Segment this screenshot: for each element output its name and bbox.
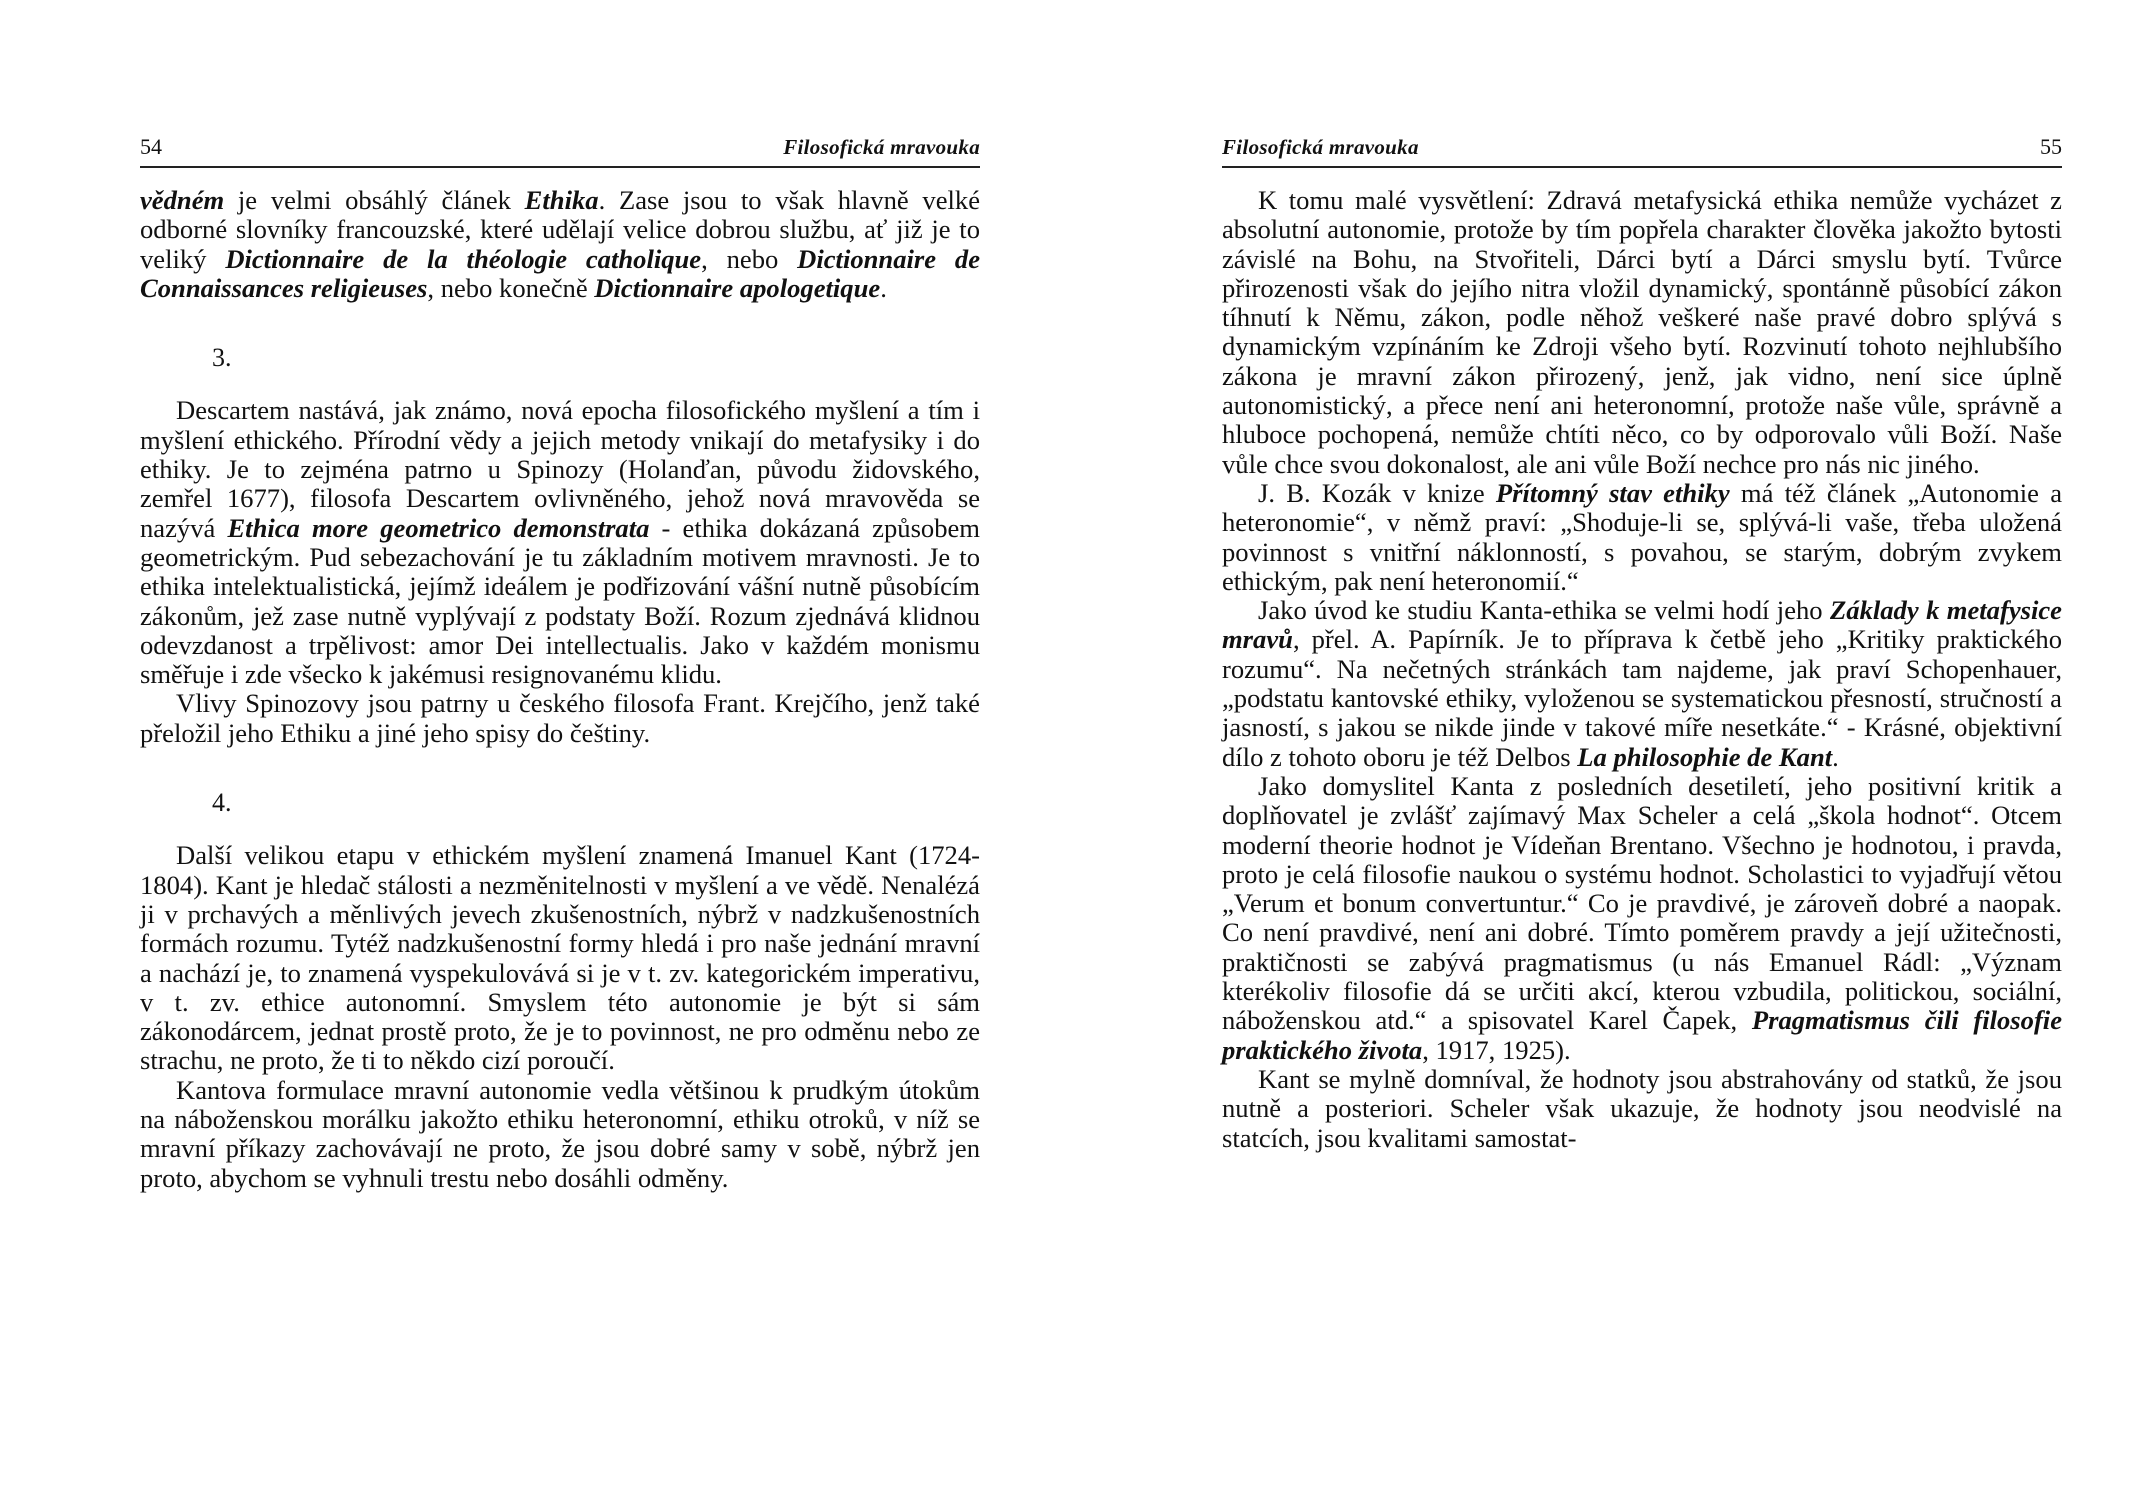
text-run: - ethika dokázaná způsobem geometrickým. Pud sebezachování je tu základním motivem mravnosti. Je to ethika intelektualistická, jejímž ideálem je podřizování vášní nutně působícím zákonům, jež zase nutně vyplývají z podstaty Boží. Rozum zjednává klidnou odevzdanost a trpělivost: amor Dei intellectualis. Jako v každém monismu směřuje i zde všecko k jakémusi resignovanému klidu. xyxy=(140,512,980,690)
paragraph xyxy=(1222,596,2062,772)
text-run: J. B. Kozák v knize xyxy=(1258,477,1496,508)
right-page-body xyxy=(1222,186,2062,1153)
italic-title: Dictionnaire apologetique xyxy=(594,272,881,303)
section-number: 4. xyxy=(212,788,232,818)
section-number: 3. xyxy=(212,343,232,373)
paragraph xyxy=(1222,772,2062,1065)
text-run: . xyxy=(880,272,887,303)
text-run: je velmi obsáhlý článek xyxy=(224,185,525,215)
text-run: , přel. A. Papírník. Je to příprava k četbě jeho „Kritiky praktického rozumu“. Na nečetných stránkách tam najdeme, jak praví Schopenhauer, „podstatu kantovské ethiky, vyloženou se systematickou přesností, stručností a jasností, s jakou se nikde jinde v takové míře nesetkáte.“ - Krásné, objektivní dílo z tohoto oboru je též Delbos xyxy=(1222,624,2062,772)
right-page-header xyxy=(1222,126,2062,168)
paragraph: Další velikou etapu v ethickém myšlení znamená Imanuel Kant (1724-1804). Kant je hledač stálosti a nezměnitelnosti v myšlení a ve vědě. Nenalézá ji v prchavých a měnlivých jevech zkušenostních, nýbrž v nadzkušenostních formách rozumu. Tytéž nadzkušenostní formy hledá i pro naše jednání mravní a nachází je, to znamená vyspekulovává si je v t. zv. kategorickém imperativu, v t. zv. ethice autonomní. Smyslem této autonomie je být si sám zákonodárcem, jednat prostě proto, že je to povinnost, ne pro odměnu nebo ze strachu, ne proto, že ti to někdo cizí poroučí. xyxy=(140,840,980,1076)
paragraph: K tomu malé vysvětlení: Zdravá metafysická ethika nemůže vycházet z absolutní autonomie, protože by tím popřela charakter člověka jakožto bytosti závislé na Bohu, na Stvořiteli, Dárci bytí a Dárci smyslu bytí. Tvůrce přirozenosti však do jejího nitra vložil dynamický, spontánně působící zákon tíhnutí k Němu, zákon, podle něhož veškeré naše pravé dobro splývá s dynamickým vzpínáním ke Zdroji všeho bytí. Rozvinutí tohoto nejhlubšího zákona je mravní zákon přirozený, jenž, jak vidno, není sice úplně autonomistický, a přece není ani heteronomní, protože naše vůle, správně a hluboce pochopená, nemůže chtíti něco, co by odporovalo vůli Boží. Naše vůle chce svou dokonalost, ale ani vůle Boží nechce pro nás nic jiného. xyxy=(1222,185,2062,479)
page-number: 55 xyxy=(2040,134,2062,159)
italic-title: Dictionnaire de Connaissances religieuses xyxy=(140,243,980,303)
italic-title: Ethica more geometrico demonstrata xyxy=(227,512,650,543)
italic-title: Ethika xyxy=(524,185,599,215)
italic-title: Základy k metafysice mravů xyxy=(1222,595,2062,655)
text-run: Descartem nastává, jak známo, nová epocha filosofického myšlení a tím i myšlení ethického. Přírodní vědy a jejich metody vnikají do metafysiky i do ethiky. Je to zejména patrno u Spinozy (Holanďan, původu židovského, zemřel 1677), filosofa Descartem ovlivněného, jehož nová mravověda se nazývá xyxy=(140,395,980,543)
left-page xyxy=(140,0,980,1193)
left-page-header xyxy=(140,126,980,168)
paragraph xyxy=(140,186,980,303)
running-head: Filosofická mravouka xyxy=(783,135,980,159)
italic-title: Pragmatismus čili filosofie praktického života xyxy=(1222,1005,2062,1065)
text-run: , 1917, 1925). xyxy=(1422,1034,1571,1065)
paragraph xyxy=(140,396,980,689)
paragraph: Kantova formulace mravní autonomie vedla většinou k prudkým útokům na náboženskou morálku jakožto ethiku heteronomní, ethiku otroků, v níž se mravní příkazy zachovávají ne proto, že jsou dobré samy v sobě, nýbrž jen proto, abychom se vyhnuli trestu nebo dosáhli odměny. xyxy=(140,1074,980,1193)
right-page xyxy=(1222,0,2062,1153)
text-run: , nebo xyxy=(701,243,798,274)
text-run: . Zase jsou to však hlavně velké odborné slovníky francouzské, které udělají velice dobrou službu, ať již je to veliký xyxy=(140,185,980,274)
text-run: Jako úvod ke studiu Kanta-ethika se velmi hodí jeho xyxy=(1258,595,1831,626)
text-run: má též článek „Autonomie a heteronomie“, v němž praví: „Shoduje-li se, splývá-li vaše, třeba uložená povinnost s vnitřní náklonností, s povahou, se starým, dobrým zvykem ethickým, pak není heteronomií.“ xyxy=(1222,477,2062,596)
text-run: Jako domyslitel Kanta z posledních desetiletí, jeho positivní kritik a doplňovatel je zvlášť zajímavý Max Scheler a celá „škola hodnot“. Otcem moderní theorie hodnot je Vídeňan Brentano. Všechno je hodnotou, i pravda, proto je celá filosofie naukou o systému hodnot. Scholastici to vyjadřují větou „Verum et bonum convertuntur.“ Co je pravdivé, je zároveň dobré a naopak. Co není pravdivé, není ani dobré. Tímto poměrem pravdy a její užitečnosti, praktičnosti se zabývá pragmatismus (u nás Emanuel Rádl: „Význam kterékoliv filosofie dá se určiti akcí, kterou vzbudila, politickou, sociální, náboženskou atd.“ a spisovatel Karel Čapek, xyxy=(1222,770,2062,1036)
paragraph xyxy=(1222,479,2062,596)
italic-title: Přítomný stav ethiky xyxy=(1495,477,1730,508)
left-page-body xyxy=(140,186,980,1193)
italic-title: La philosophie de Kant xyxy=(1577,741,1833,772)
italic-title: vědném xyxy=(140,185,225,215)
page-number: 54 xyxy=(140,134,162,159)
paragraph: Vlivy Spinozovy jsou patrny u českého filosofa Frant. Krejčího, jenž také přeložil jeho Ethiku a jiné jeho spisy do češtiny. xyxy=(140,688,980,748)
italic-title: Dictionnaire de la théologie catholique xyxy=(225,243,702,274)
text-run: . xyxy=(1832,741,1839,772)
paragraph: Kant se mylně domníval, že hodnoty jsou abstrahovány od statků, že jsou nutně a posteriori. Scheler však ukazuje, že hodnoty jsou neodvislé na statcích, jsou kvalitami samostat- xyxy=(1222,1063,2062,1153)
running-head: Filosofická mravouka xyxy=(1222,135,1419,159)
text-run: , nebo konečně xyxy=(427,272,595,303)
